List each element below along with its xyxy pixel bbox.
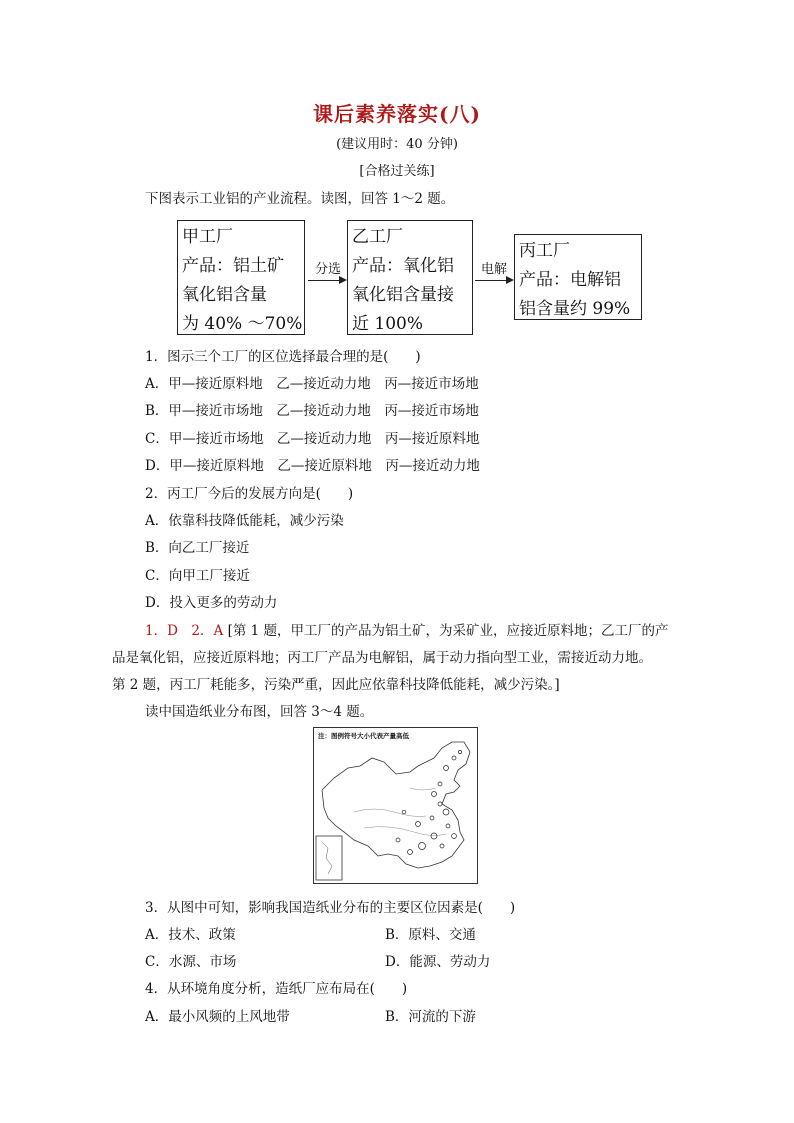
time-hint: (建议用时：40 分钟) <box>336 137 458 152</box>
box-line: 为 40% ～70% <box>182 314 303 334</box>
question-1-option-d: D．甲—接近原料地 乙—接近原料地 丙—接近动力地 <box>145 458 480 474</box>
answer-explanation-2: 品是氧化铝，应接近原料地；丙工厂产品为电解铝，属于动力指向型工业，需接近动力地。 <box>112 650 652 666</box>
question-4-option-b: B．河流的下游 <box>385 1009 476 1025</box>
box-line: 氧化铝含量 <box>182 285 267 305</box>
box-line: 氧化铝含量接 <box>352 285 454 305</box>
arrow-right-icon <box>475 280 512 281</box>
arrow-label-sort: 分选 <box>315 262 342 277</box>
box-line: 铝含量约 99% <box>519 299 631 319</box>
box-line: 乙工厂 <box>352 227 403 247</box>
intro-question-3-4: 读中国造纸业分布图，回答 3～4 题。 <box>145 704 374 720</box>
factory-box-yi <box>347 220 473 335</box>
answer-explanation-3: 第 2 题，丙工厂耗能多，污染严重，因此应依靠科技降低能耗，减少污染。] <box>112 677 560 693</box>
question-2-option-c: C．向甲工厂接近 <box>145 568 250 584</box>
page-title: 课后素养落实(八) <box>313 102 481 126</box>
china-outline-icon <box>314 728 477 883</box>
question-3-option-c: C．水源、市场 <box>145 954 237 970</box>
box-line: 产品：铝土矿 <box>182 256 284 276</box>
question-1-stem: 1．图示三个工厂的区位选择最合理的是( ) <box>145 349 421 365</box>
question-4-option-a: A．最小风频的上风地带 <box>145 1009 290 1025</box>
box-line: 丙工厂 <box>519 241 570 261</box>
china-paper-industry-map <box>313 727 478 884</box>
answer-keys: 1．D 2．A <box>145 623 224 639</box>
question-3-option-a: A．技术、政策 <box>145 927 236 943</box>
question-2-option-d: D．投入更多的劳动力 <box>145 595 278 611</box>
section-label: [合格过关练] <box>359 164 435 179</box>
factory-box-bing <box>514 234 642 320</box>
question-2-option-b: B．向乙工厂接近 <box>145 540 250 556</box>
arrow-label-electrolysis: 电解 <box>481 262 508 277</box>
question-3-option-d: D．能源、劳动力 <box>385 954 491 970</box>
box-line: 产品：电解铝 <box>519 270 621 290</box>
question-2-option-a: A．依靠科技降低能耗，减少污染 <box>145 513 344 529</box>
box-line: 产品：氧化铝 <box>352 256 454 276</box>
map-legend-note: 注：图例符号大小代表产量高低 <box>318 732 409 740</box>
question-1-option-b: B．甲—接近市场地 乙—接近动力地 丙—接近市场地 <box>145 403 479 419</box>
question-3-stem: 3．从图中可知，影响我国造纸业分布的主要区位因素是( ) <box>145 900 516 916</box>
arrow-right-icon <box>308 280 345 281</box>
intro-question-1-2: 下图表示工业铝的产业流程。读图，回答 1～2 题。 <box>145 191 455 207</box>
question-1-option-a: A．甲—接近原料地 乙—接近动力地 丙—接近市场地 <box>145 376 479 392</box>
box-line: 甲工厂 <box>182 227 233 247</box>
question-1-option-c: C．甲—接近市场地 乙—接近动力地 丙—接近原料地 <box>145 431 480 447</box>
question-4-stem: 4．从环境角度分析，造纸厂应布局在( ) <box>145 981 408 997</box>
answer-explanation-1: [第 1 题，甲工厂的产品为铝土矿，为采矿业，应接近原料地；乙工厂的产 <box>227 623 669 639</box>
box-line: 近 100% <box>352 314 424 334</box>
question-2-stem: 2．丙工厂今后的发展方向是( ) <box>145 486 354 502</box>
question-3-option-b: B．原料、交通 <box>385 927 476 943</box>
answer-line-1 <box>145 619 669 639</box>
factory-box-jia <box>177 220 305 335</box>
